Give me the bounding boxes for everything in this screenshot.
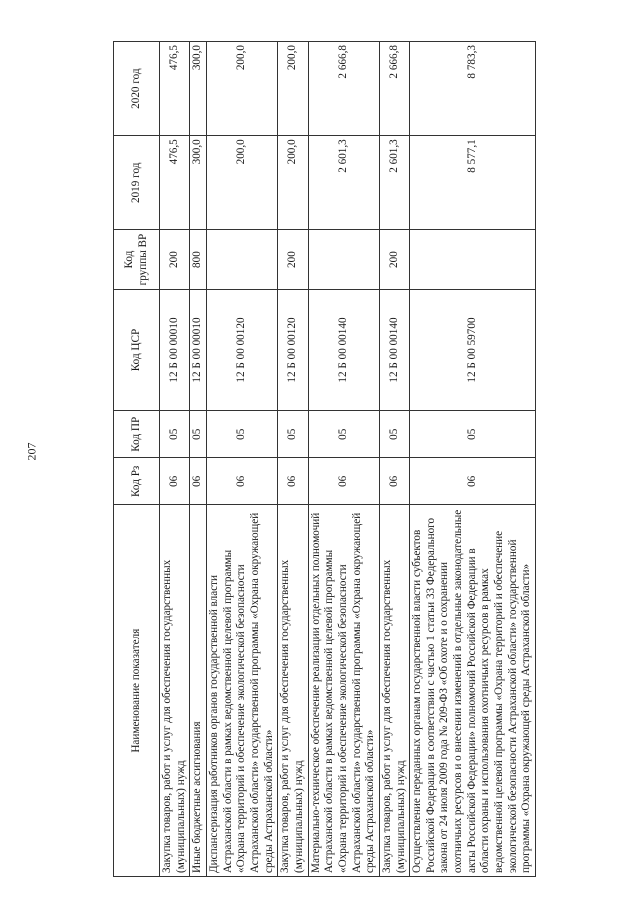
budget-table xyxy=(113,41,536,877)
row-2020: 200,0 xyxy=(206,42,277,136)
header-csr: Код ЦСР xyxy=(114,289,160,410)
row-2020: 8 783,3 xyxy=(410,42,536,136)
row-rz: 06 xyxy=(410,458,536,505)
row-vr: 800 xyxy=(190,230,207,289)
row-pr: 05 xyxy=(278,411,308,458)
budget-table-wrapper xyxy=(113,41,607,877)
row-2019: 476,5 xyxy=(160,136,190,230)
row-2019: 300,0 xyxy=(190,136,207,230)
header-name: Наименование показателя xyxy=(114,505,160,877)
row-2019: 2 601,3 xyxy=(379,136,409,230)
row-csr: 12 Б 00 00140 xyxy=(308,289,379,410)
table-row xyxy=(410,42,536,877)
table-row xyxy=(379,42,409,877)
row-csr: 12 Б 00 00120 xyxy=(206,289,277,410)
row-name: Закупка товаров, работ и услуг для обеспечения государственных (муниципальных) нужд xyxy=(160,505,190,877)
row-2020: 300,0 xyxy=(190,42,207,136)
table-row xyxy=(190,42,207,877)
row-vr: 200 xyxy=(379,230,409,289)
row-name: Закупка товаров, работ и услуг для обеспечения государственных (муниципальных) нужд xyxy=(379,505,409,877)
row-vr xyxy=(308,230,379,289)
header-pr: Код ПР xyxy=(114,411,160,458)
row-rz: 06 xyxy=(278,458,308,505)
row-vr xyxy=(206,230,277,289)
row-pr: 05 xyxy=(379,411,409,458)
page-number: 207 xyxy=(24,442,39,461)
row-csr: 12 Б 00 00140 xyxy=(379,289,409,410)
row-name: Закупка товаров, работ и услуг для обеспечения государственных (муниципальных) нужд xyxy=(278,505,308,877)
row-pr: 05 xyxy=(160,411,190,458)
row-name: Осуществление переданных органам государственной власти субъектов Российской Федерации в соответствии с частью 1 статьи 33 Федерального закона от 24 июля 2009 года № 209-ФЗ «Об охоте и о сохранении охотничьих ресурсов и о внесении изменений в отдельные законодательные акты Российской Федерации» полномочий Российской Федерации в области охраны и использования охотничьих ресурсов в рамках ведомственной целевой программы «Охрана территорий и обеспечение экологической безопасности Астраханской области» государственной программы «Охрана окружающей среды Астраханской области» xyxy=(410,505,536,877)
table-row xyxy=(278,42,308,877)
row-csr: 12 Б 00 59700 xyxy=(410,289,536,410)
row-vr xyxy=(410,230,536,289)
row-2019: 8 577,1 xyxy=(410,136,536,230)
table-row xyxy=(160,42,190,877)
header-2020: 2020 год xyxy=(114,42,160,136)
row-2019: 2 601,3 xyxy=(308,136,379,230)
row-csr: 12 Б 00 00010 xyxy=(190,289,207,410)
row-name: Материально-техническое обеспечение реализации отдельных полномочий Астраханской области в рамках ведомственной целевой программы «Охрана территорий и обеспечение экологической безопасности Астраханской области» государственной программы «Охрана окружающей среды Астраханской области» xyxy=(308,505,379,877)
row-vr: 200 xyxy=(160,230,190,289)
row-rz: 06 xyxy=(206,458,277,505)
row-vr: 200 xyxy=(278,230,308,289)
row-name: Диспансеризация работников органов государственной власти Астраханской области в рамках ведомственной целевой программы «Охрана территорий и обеспечение экологической безопасности Астраханской области» государственной программы «Охрана окружающей среды Астраханской области» xyxy=(206,505,277,877)
row-2019: 200,0 xyxy=(278,136,308,230)
table-row xyxy=(206,42,277,877)
row-rz: 06 xyxy=(379,458,409,505)
header-vr: Код группы ВР xyxy=(114,230,160,289)
row-2019: 200,0 xyxy=(206,136,277,230)
row-pr: 05 xyxy=(308,411,379,458)
row-rz: 06 xyxy=(190,458,207,505)
row-csr: 12 Б 00 00120 xyxy=(278,289,308,410)
row-2020: 200,0 xyxy=(278,42,308,136)
row-2020: 2 666,8 xyxy=(379,42,409,136)
header-2019: 2019 год xyxy=(114,136,160,230)
header-rz: Код Рз xyxy=(114,458,160,505)
row-pr: 05 xyxy=(410,411,536,458)
row-csr: 12 Б 00 00010 xyxy=(160,289,190,410)
table-header-row xyxy=(114,42,160,877)
row-2020: 2 666,8 xyxy=(308,42,379,136)
row-pr: 05 xyxy=(206,411,277,458)
row-rz: 06 xyxy=(160,458,190,505)
row-2020: 476,5 xyxy=(160,42,190,136)
table-row xyxy=(308,42,379,877)
row-pr: 05 xyxy=(190,411,207,458)
row-rz: 06 xyxy=(308,458,379,505)
row-name: Иные бюджетные ассигнования xyxy=(190,505,207,877)
